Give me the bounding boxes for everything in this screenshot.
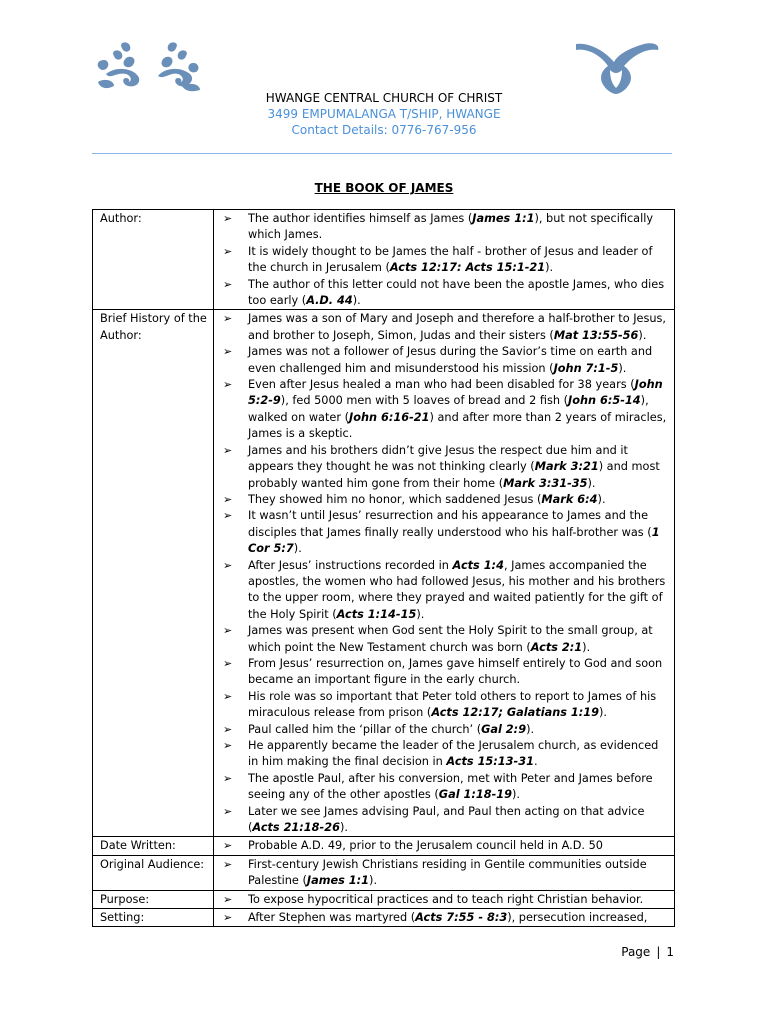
arrow-bullet-icon: ➢ <box>223 378 233 392</box>
arrow-bullet-icon: ➢ <box>223 492 233 506</box>
arrow-bullet-icon: ➢ <box>223 892 233 906</box>
item-text: First-century Jewish Christians residing in Gentile communities outside Palestine ( <box>248 857 647 888</box>
table-row <box>93 890 675 908</box>
scripture-reference: John 7:1-5 <box>553 361 619 375</box>
arrow-bullet-icon: ➢ <box>223 558 233 572</box>
item-text: James was present when God sent the Holy Spirit to the small group, at which point the New Testament church was born ( <box>248 624 653 654</box>
page-label: Page <box>621 945 651 959</box>
item-text: ). <box>339 821 348 835</box>
row-label: Brief History of the Author: <box>93 310 214 837</box>
item-text: ), but not specifically which James. <box>248 212 654 242</box>
list-item <box>218 804 668 837</box>
list-item <box>218 492 668 508</box>
scripture-reference: Acts 1:14-15 <box>336 607 417 621</box>
scripture-reference: Acts 12:17; Galatians 1:19 <box>431 706 599 720</box>
item-text: ). <box>369 874 378 888</box>
item-text: James was a son of Mary and Joseph and therefore a half-brother to Jesus, and brother to Joseph, Simon, Judas and their sisters ( <box>248 312 667 342</box>
row-label: Purpose: <box>93 890 214 908</box>
arrow-bullet-icon: ➢ <box>223 509 233 523</box>
item-text: To expose hypocritical practices and to teach right Christian behavior. <box>248 892 644 906</box>
list-item <box>218 838 668 854</box>
item-text: After Stephen was martyred ( <box>248 911 416 925</box>
list-item <box>218 738 668 771</box>
item-text: His role was so important that Peter told others to report to James of his miraculous release from prison ( <box>248 689 657 720</box>
church-address: 3499 EMPUMALANGA T/SHIP, HWANGE <box>267 107 501 121</box>
item-text: Later we see James advising Paul, and Paul then acting on that advice ( <box>248 804 645 835</box>
row-content <box>214 890 675 908</box>
table-row <box>93 837 675 855</box>
scripture-reference: Mark 3:31-35 <box>503 476 588 490</box>
bullet-list <box>218 211 668 309</box>
arrow-bullet-icon: ➢ <box>223 689 233 703</box>
page-number: 1 <box>666 945 674 959</box>
list-item <box>218 211 668 244</box>
item-text: It is widely thought to be James the half - brother of Jesus and leader of the church in Jerusalem ( <box>248 244 653 275</box>
scripture-reference: Mark 3:21 <box>534 460 599 474</box>
item-text: Paul called him the ‘pillar of the church’ ( <box>248 722 482 736</box>
item-text: ). <box>587 476 596 490</box>
list-item <box>218 508 668 557</box>
scripture-reference: John 6:16-21 <box>349 410 430 424</box>
bullet-list <box>218 311 668 836</box>
item-text: ). <box>638 328 647 342</box>
list-item <box>218 689 668 722</box>
scripture-reference: Acts 7:55 - 8:3 <box>415 911 508 925</box>
arrow-bullet-icon: ➢ <box>223 739 233 752</box>
list-item <box>218 344 668 377</box>
row-content <box>214 210 675 310</box>
arrow-bullet-icon: ➢ <box>223 656 233 670</box>
item-text: They showed him no honor, which saddened Jesus ( <box>248 492 542 506</box>
fleur-ornament-right-icon <box>574 40 660 94</box>
item-text: The author identifies himself as James ( <box>248 212 473 225</box>
page-footer <box>621 945 674 959</box>
list-item <box>218 311 668 344</box>
arrow-bullet-icon: ➢ <box>223 443 233 457</box>
item-text: ). <box>293 542 302 556</box>
arrow-bullet-icon: ➢ <box>223 857 233 871</box>
list-item <box>218 277 668 310</box>
list-item <box>218 910 668 926</box>
item-text: ). <box>599 706 607 720</box>
contact-details: Contact Details: 0776-767-956 <box>291 123 477 137</box>
list-item <box>218 656 668 689</box>
bullet-list <box>218 857 668 890</box>
item-text: ). <box>416 607 425 621</box>
item-text: ), fed 5000 men with 5 loaves of bread and 2 fish ( <box>280 394 569 408</box>
item-text: ). <box>352 294 361 308</box>
item-text: James was not a follower of Jesus during the Savior’s time on earth and even challenged him and misunderstood his mission ( <box>248 345 653 375</box>
list-item <box>218 623 668 656</box>
item-text: ) and after more than 2 years of miracles, James is a skeptic. <box>248 410 667 441</box>
list-item <box>218 771 668 804</box>
item-text: It wasn’t until Jesus’ resurrection and his appearance to James and the disciples that James finally really understood who his half-brother was ( <box>248 509 652 539</box>
document-title: THE BOOK OF JAMES <box>314 181 454 195</box>
item-text: He apparently became the leader of the Jerusalem church, as evidenced in him making the final decision in <box>248 739 659 769</box>
scripture-reference: Acts 1:4 <box>452 558 504 572</box>
scripture-reference: Mat 13:55-56 <box>553 328 639 342</box>
scripture-reference: John 6:5-14 <box>568 394 641 408</box>
item-text: ). <box>597 492 606 506</box>
item-text: ). <box>526 722 535 736</box>
row-label: Date Written: <box>93 837 214 855</box>
scripture-reference: 1 Cor 5:7 <box>248 525 660 556</box>
scripture-reference: James 1:1 <box>472 212 535 225</box>
arrow-bullet-icon: ➢ <box>223 804 233 818</box>
arrow-bullet-icon: ➢ <box>223 839 233 853</box>
item-text: Even after Jesus healed a man who had been disabled for 38 years ( <box>248 378 635 392</box>
arrow-bullet-icon: ➢ <box>223 771 233 785</box>
arrow-bullet-icon: ➢ <box>223 277 233 291</box>
row-content <box>214 837 675 855</box>
list-item <box>218 722 668 738</box>
table-row <box>93 855 675 890</box>
list-item <box>218 377 668 443</box>
row-label: Author: <box>93 210 214 310</box>
list-item <box>218 244 668 277</box>
scripture-reference: Gal 1:18-19 <box>438 788 513 802</box>
list-item <box>218 857 668 890</box>
arrow-bullet-icon: ➢ <box>223 244 233 258</box>
table-row <box>93 310 675 837</box>
item-text: The author of this letter could not have been the apostle James, who dies too early ( <box>248 277 665 308</box>
arrow-bullet-icon: ➢ <box>223 312 233 326</box>
item-text: ), walked on water ( <box>248 394 649 424</box>
arrow-bullet-icon: ➢ <box>223 624 233 638</box>
item-text: , James accompanied the apostles, the women who had followed Jesus, his mother and his brothers to the upper room, where they prayed and waited patiently for the gift of the Holy Spirit ( <box>248 558 666 621</box>
item-text: After Jesus’ instructions recorded in <box>248 558 453 572</box>
arrow-bullet-icon: ➢ <box>223 212 233 225</box>
bullet-list <box>218 910 668 926</box>
row-label: Original Audience: <box>93 855 214 890</box>
item-text: From Jesus’ resurrection on, James gave himself entirely to God and soon became an important figure in the early church. <box>248 656 663 687</box>
scripture-reference: Acts 12:17: Acts 15:1-21 <box>389 261 546 275</box>
page-separator: | <box>656 945 661 959</box>
bullet-list <box>218 838 668 854</box>
arrow-bullet-icon: ➢ <box>223 911 233 925</box>
header-divider <box>92 153 672 154</box>
list-item <box>218 892 668 908</box>
item-text: ). <box>582 640 591 654</box>
row-content <box>214 855 675 890</box>
item-text: . <box>533 755 538 769</box>
row-label: Setting: <box>93 909 214 927</box>
row-content <box>214 909 675 927</box>
scripture-reference: Acts 15:13-31 <box>446 755 534 769</box>
list-item <box>218 443 668 492</box>
bullet-list <box>218 892 668 908</box>
scripture-reference: James 1:1 <box>306 874 370 888</box>
item-text: ). <box>512 788 521 802</box>
scripture-reference: A.D. 44 <box>306 294 353 308</box>
scripture-reference: Gal 2:9 <box>481 722 527 736</box>
table-row <box>93 909 675 927</box>
scripture-reference: Acts 21:18-26 <box>252 821 340 835</box>
church-name: HWANGE CENTRAL CHURCH OF CHRIST <box>265 91 503 105</box>
item-text: Probable A.D. 49, prior to the Jerusalem council held in A.D. 50 <box>248 839 603 853</box>
list-item <box>218 558 668 624</box>
item-text: ). <box>618 361 627 375</box>
item-text: ). <box>545 261 554 275</box>
item-text: The apostle Paul, after his conversion, met with Peter and James before seeing any of the other apostles ( <box>248 771 653 802</box>
item-text: ) and most probably wanted him gone from their home ( <box>248 460 660 490</box>
row-content <box>214 310 675 837</box>
floral-ornament-left-icon <box>92 40 204 92</box>
item-text: ), persecution increased, <box>507 911 648 925</box>
book-info-table <box>92 209 675 927</box>
letterhead <box>0 90 768 138</box>
item-text: James and his brothers didn’t give Jesus the respect due him and it appears they thought he was not thinking clearly ( <box>248 443 628 474</box>
arrow-bullet-icon: ➢ <box>223 722 233 736</box>
scripture-reference: Acts 2:1 <box>530 640 583 654</box>
table-row <box>93 210 675 310</box>
arrow-bullet-icon: ➢ <box>223 345 233 359</box>
scripture-reference: John 5:2-9 <box>248 378 663 408</box>
scripture-reference: Mark 6:4 <box>541 492 598 506</box>
